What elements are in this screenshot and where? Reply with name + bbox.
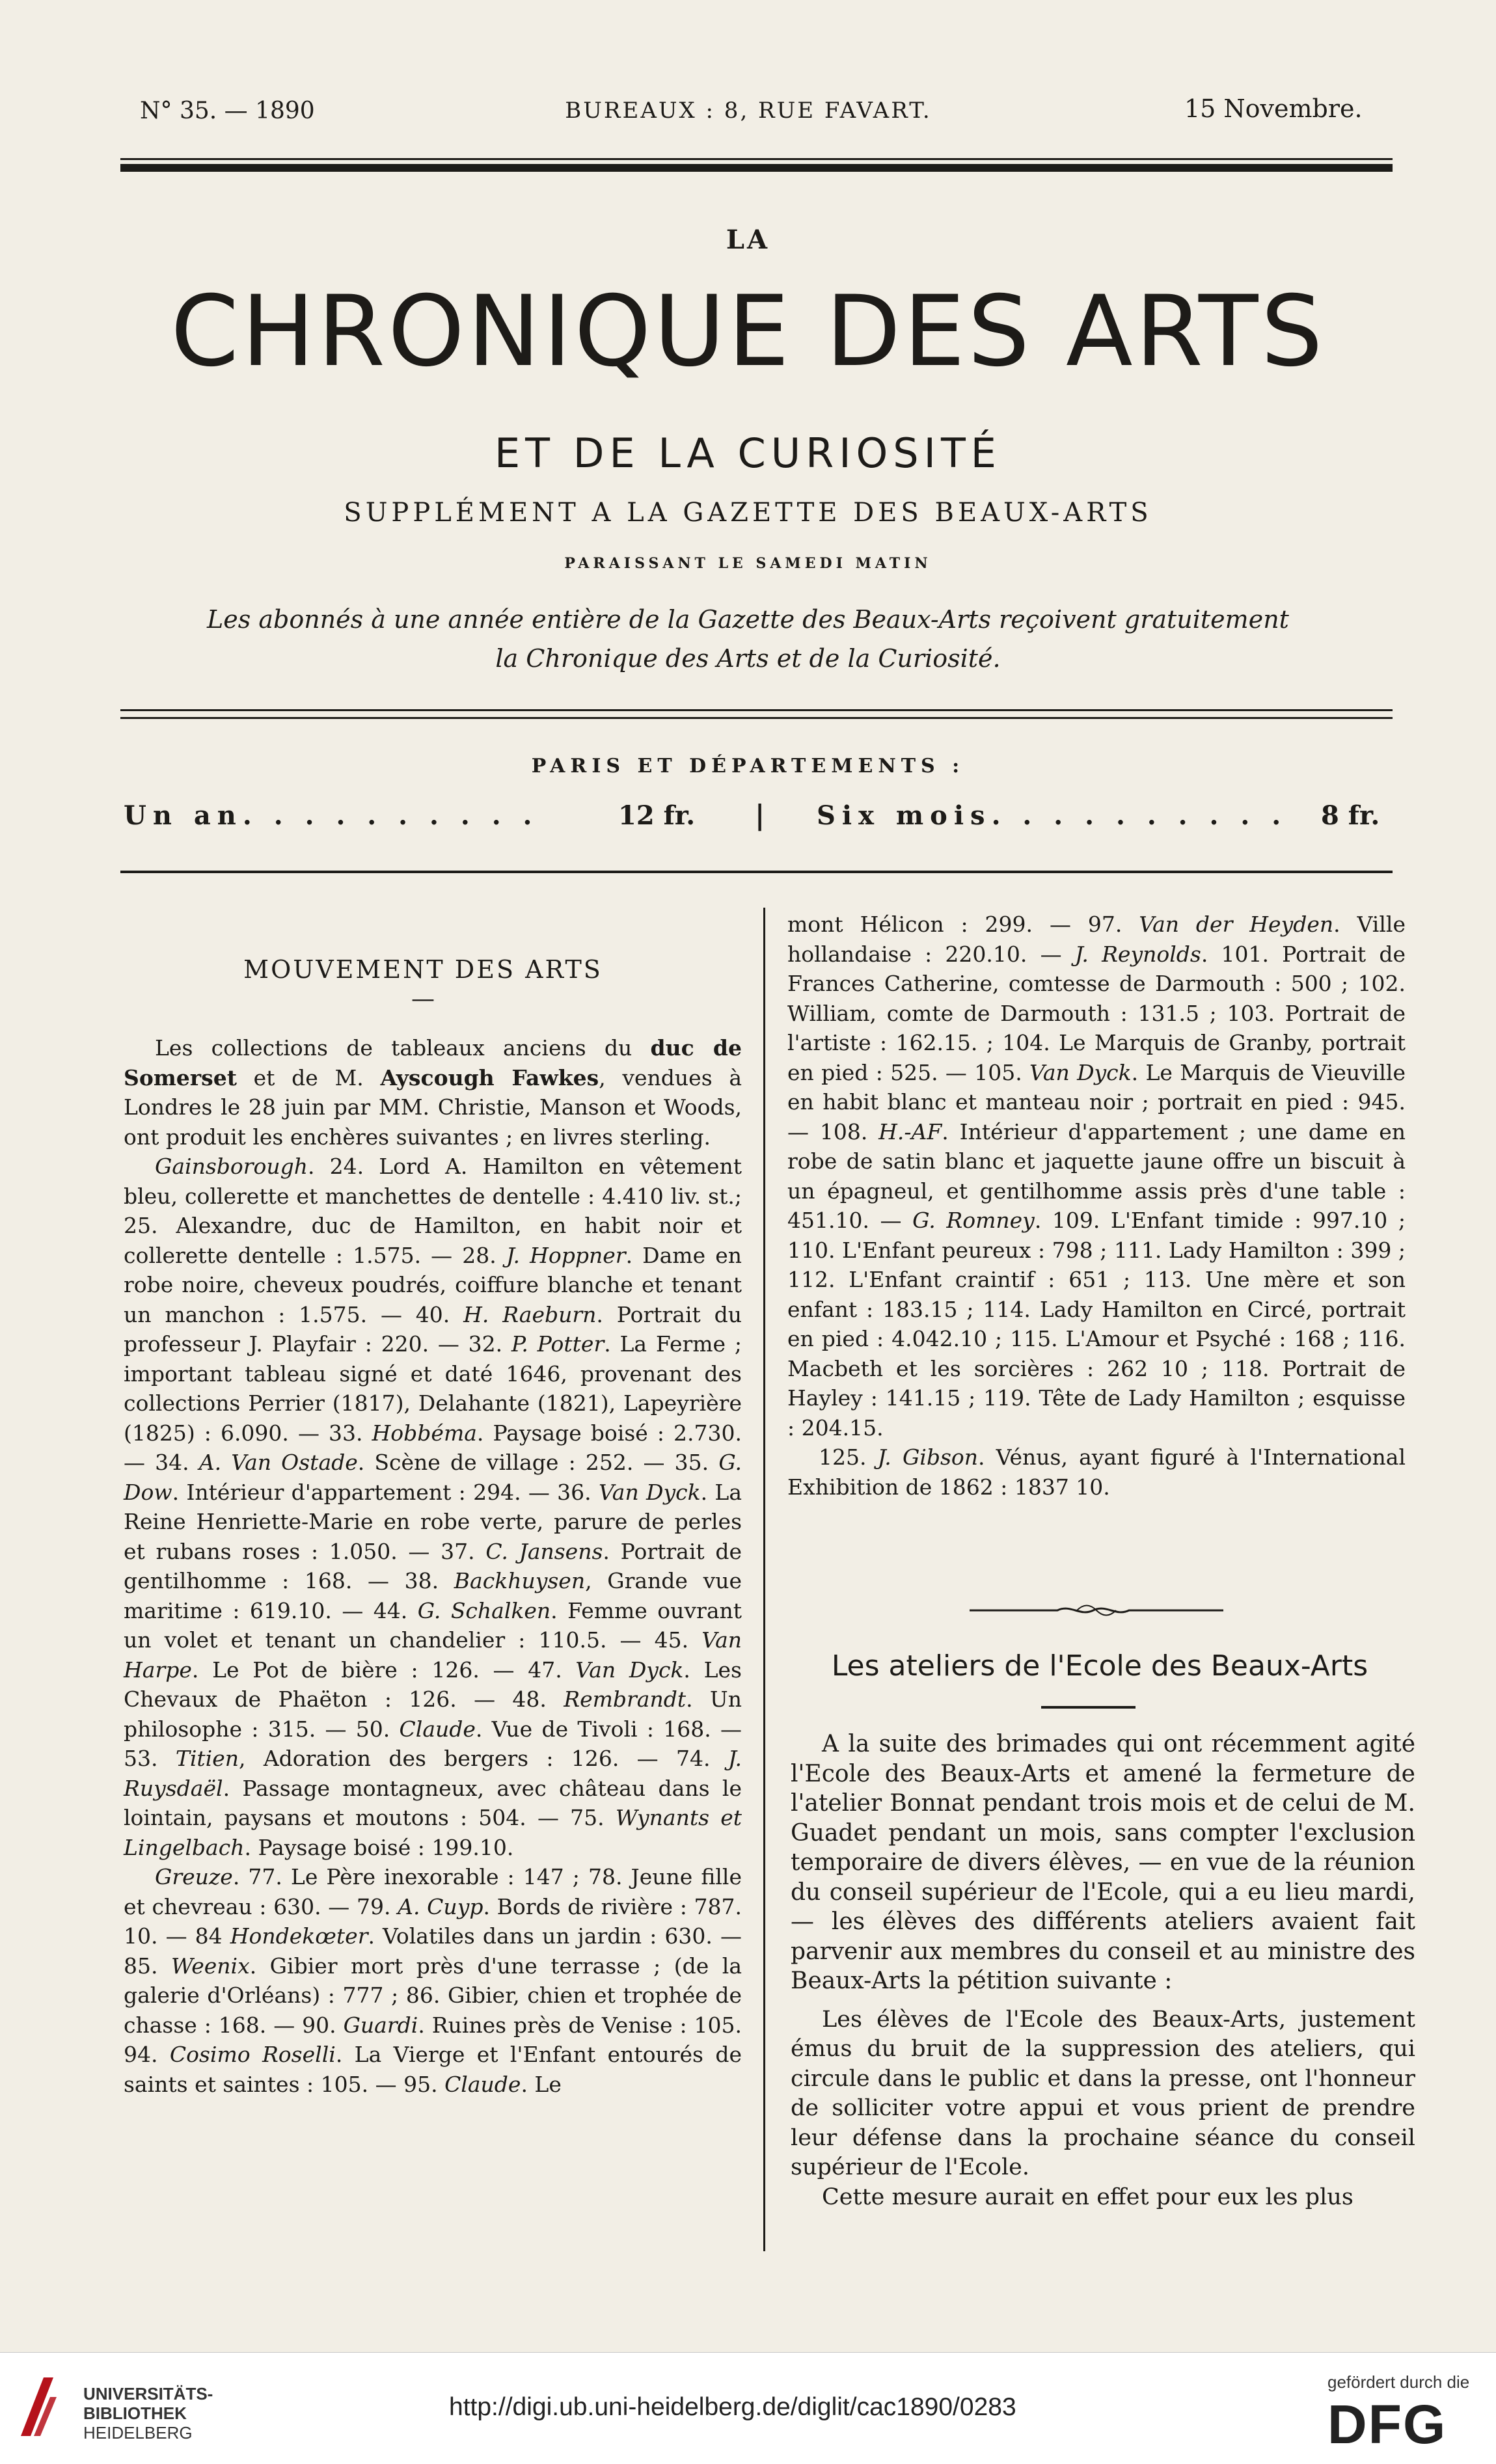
library-name-line1: UNIVERSITÄTS- (83, 2384, 213, 2403)
header-rule-top (120, 158, 1393, 160)
subscription-year-label: Un an. . . . . . . . . . (124, 800, 539, 831)
funded-by-label: gefördert durch die (1327, 2372, 1470, 2392)
subscription-heading: PARIS ET DÉPARTEMENTS : (531, 755, 965, 778)
header-rule-thick (120, 164, 1393, 172)
dfg-logo: DFG (1327, 2394, 1447, 2455)
masthead-rule-2 (120, 717, 1393, 719)
right-column-text-top (787, 910, 1406, 1502)
subscription-half-price: 8 fr. (1321, 800, 1380, 831)
issue-date: 15 Novembre. (1184, 94, 1363, 123)
masthead-notice-line2: la Chronique des Arts et de la Curiosité. (495, 644, 1001, 673)
right-paragraph-4: Les élèves de l'Ecole des Beaux-Arts, justement émus du bruit de la suppression des ateliers, qui circule dans le public et dans la presse, ont l'honneur de solliciter votre appui et vous prient de prendre leur défense dans la prochaine séance du conseil supérieur de l'Ecole. (791, 2006, 1415, 2180)
library-logo-icon (14, 2371, 60, 2443)
left-paragraph-3: Greuze. 77. Le Père inexorable : 147 ; 78. Jeune fille et chevreau : 630. — 79. A. Cuyp. Bords de rivière : 787. 10. — 84 Hondekœter. Volatiles dans un jardin : 630. — 85. Weenix. Gibier mort près d'une terrasse ; (de la galerie d'Orléans) : 777 ; 86. Gibier, chien et trophée de chasse : 168. — 90. Guardi. Ruines près de Venise : 105. 94. Cosimo Roselli. La Vierge et l'Enfant entourés de saints et saintes : 105. — 95. Claude. Le (124, 1864, 742, 2097)
subscription-rule (120, 871, 1393, 873)
right-paragraph-3: A la suite des brimades qui ont récemment agité l'Ecole des Beaux-Arts et amené la fermeture de l'atelier Bonnat pendant trois mois et de celui de M. Guadet pendant un mois, sans compter l'exclusion temporaire de divers élèves, — en vue de la réunion du conseil supérieur de l'Ecole, qui a eu lieu mardi, — les élèves des différents ateliers avaient fait parvenir aux membres du conseil et au ministre des Beaux-Arts la pétition suivante : (791, 1731, 1415, 1994)
masthead-frequency: PARAISSANT LE SAMEDI MATIN (564, 555, 932, 572)
ornament-flourish (966, 1597, 1227, 1623)
left-column-text (124, 1033, 742, 2099)
masthead-notice-line1: Les abonnés à une année entière de la Gazette des Beaux-Arts reçoivent gratuitement (207, 605, 1289, 634)
viewer-footer (0, 2352, 1496, 2464)
left-heading-dash: — (411, 986, 435, 1012)
right-paragraph-1: mont Hélicon : 299. — 97. Van der Heyden. Ville hollandaise : 220.10. — J. Reynolds. 101. Portrait de Frances Catherine, comtesse de Darmouth : 500 ; 102. William, comte de Darmouth : 131.5 ; 103. Portrait de l'artiste : 162.15. ; 104. Le Marquis de Granby, portrait en pied : 525. — 105. Van Dyck. Le Marquis de Vieuville en habit blanc et manteau noir ; portrait en pied : 945. — 108. H.-AF. Intérieur d'appartement ; une dame en robe de satin blanc et jaquette jaune offre un biscuit à un épagneul, et gentilhomme assis près d'une table : 451.10. — G. Romney. 109. L'Enfant timide : 997.10 ; 110. L'Enfant peureux : 798 ; 111. Lady Hamilton : 399 ; 112. L'Enfant craintif : 651 ; 113. Une mère et son enfant : 183.15 ; 114. Lady Hamilton en Circé, portrait en pied : 4.042.10 ; 115. L'Amour et Psyché : 168 ; 116. Macbeth et les sorcières : 262 10 ; 118. Portrait de Hayley : 141.15 ; 119. Tête de Lady Hamilton ; esquisse : 204.15. (787, 912, 1406, 1441)
column-divider (763, 908, 765, 2251)
masthead-supplement: SUPPLÉMENT A LA GAZETTE DES BEAUX-ARTS (344, 498, 1152, 528)
masthead-article: LA (726, 224, 770, 255)
left-paragraph-1: Les collections de tableaux anciens du duc de Somerset et de M. Ayscough Fawkes, vendues à Londres le 28 juin par MM. Christie, Manson et Woods, ont produit les enchères suivantes ; en livres sterling. (124, 1035, 742, 1150)
left-section-heading: MOUVEMENT DES ARTS (243, 955, 603, 984)
library-name-line2: BIBLIOTHEK (83, 2403, 187, 2423)
issue-number: N° 35. — 1890 (140, 98, 315, 124)
masthead-rule-1 (120, 709, 1393, 711)
permalink-url[interactable]: http://digi.ub.uni-heidelberg.de/diglit/cac1890/0283 (449, 2393, 1016, 2421)
right-paragraph-5: Cette mesure aurait en effet pour eux les plus (822, 2184, 1353, 2210)
office-address: BUREAUX : 8, RUE FAVART. (565, 98, 932, 124)
right-heading-rule (1041, 1706, 1136, 1709)
subscription-separator: | (755, 799, 765, 831)
masthead-title: CHRONIQUE DES ARTS (170, 275, 1326, 388)
left-paragraph-2: Gainsborough. 24. Lord A. Hamilton en vêtement bleu, collerette et manchettes de dentelle : 4.410 liv. st.; 25. Alexandre, duc de Hamilton, en habit noir et collerette dentelle : 1.575. — 28. J. Hoppner. Dame en robe noire, cheveux poudrés, coiffure blanche et tenant un manchon : 1.575. — 40. H. Raeburn. Portrait du professeur J. Playfair : 220. — 32. P. Potter. La Ferme ; important tableau signé et daté 1646, provenant des collections Perrier (1817), Delahante (1821), Lapeyrière (1825) : 6.090. — 33. Hobbéma. Paysage boisé : 2.730. — 34. A. Van Ostade. Scène de village : 252. — 35. G. Dow. Intérieur d'appartement : 294. — 36. Van Dyck. La Reine Henriette-Marie en robe verte, parure de perles et rubans roses : 1.050. — 37. C. Jansens. Portrait de gentilhomme : 168. — 38. Backhuysen, Grande vue maritime : 619.10. — 44. G. Schalken. Femme ouvrant un volet et tenant un chandelier : 110.5. — 45. Van Harpe. Le Pot de bière : 126. — 47. Van Dyck. Les Chevaux de Phaëton : 126. — 48. Rembrandt. Un philosophe : 315. — 50. Claude. Vue de Tivoli : 168. — 53. Titien, Adoration des bergers : 126. — 74. J. Ruysdaël. Passage montagneux, avec château dans le lointain, paysans et moutons : 504. — 75. Wynants et Lingelbach. Paysage boisé : 199.10. (124, 1154, 742, 1860)
subscription-year-price: 12 fr. (618, 800, 696, 831)
right-column-text-bottom (791, 1729, 1415, 2212)
library-name-line3: HEIDELBERG (83, 2423, 193, 2443)
subscription-half-label: Six mois. . . . . . . . . . (817, 800, 1288, 831)
right-section-heading: Les ateliers de l'Ecole des Beaux-Arts (831, 1649, 1368, 1683)
right-paragraph-2: 125. J. Gibson. Vénus, ayant figuré à l'International Exhibition de 1862 : 1837 10. (787, 1444, 1406, 1500)
masthead-subtitle: ET DE LA CURIOSITÉ (495, 429, 1001, 477)
